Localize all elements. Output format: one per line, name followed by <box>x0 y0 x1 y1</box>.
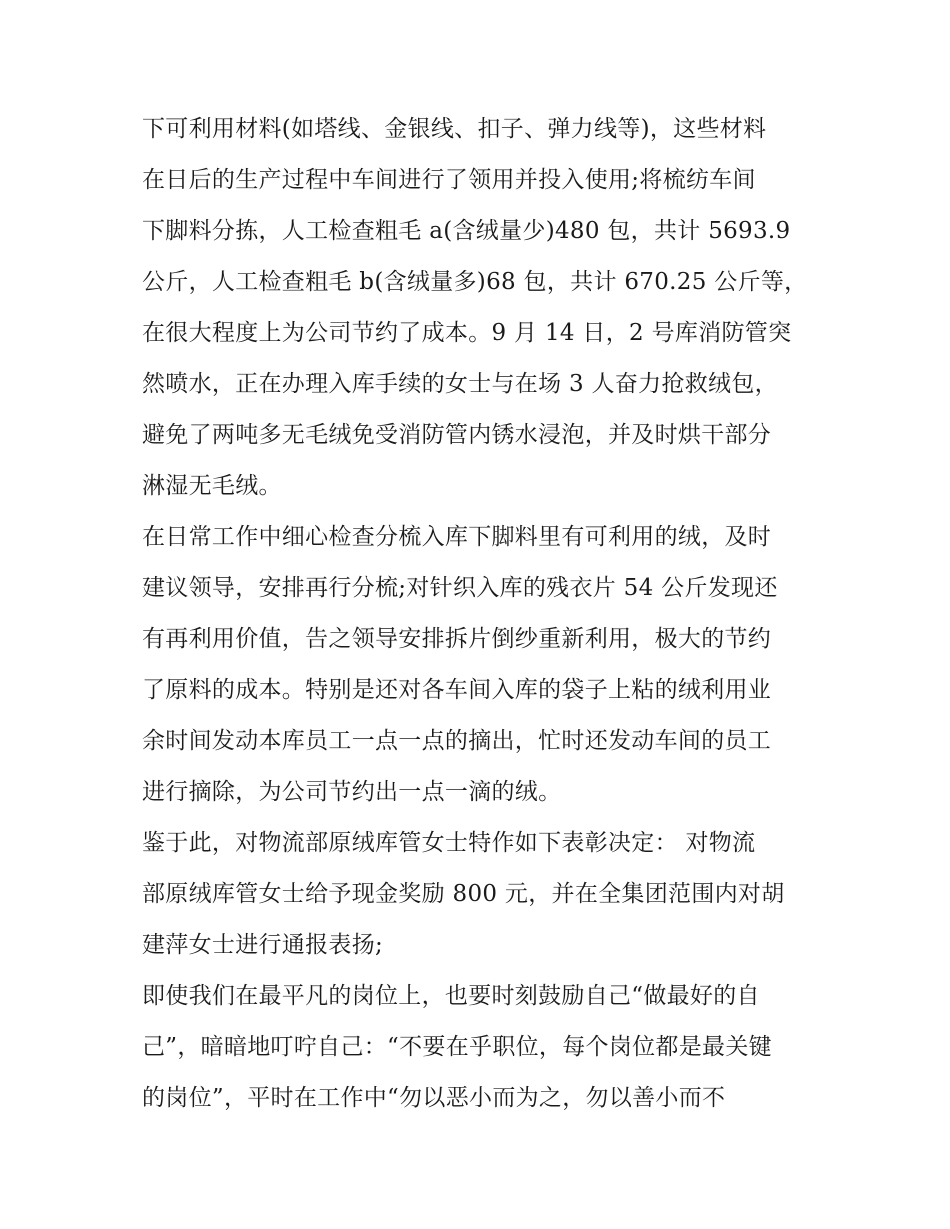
text-line: 部原绒库管女士给予现金奖励 800 元，并在全集团范围内对胡 <box>142 881 785 907</box>
text-line: 余时间发动本库员工一点一点的摘出，忙时还发动车间的员工 <box>142 728 772 754</box>
document-body <box>142 104 822 1124</box>
text-line: 进行摘除，为公司节约出一点一滴的绒。 <box>142 779 562 805</box>
text-line: 了原料的成本。特别是还对各车间入库的袋子上粘的绒利用业 <box>142 677 772 703</box>
text-line: 淋湿无毛绒。 <box>142 473 282 499</box>
text-line: 避免了两吨多无毛绒免受消防管内锈水浸泡，并及时烘干部分 <box>142 422 772 448</box>
text-line: 公斤，人工检查粗毛 b(含绒量多)68 包，共计 670.25 公斤等， <box>142 269 808 295</box>
text-line: 即使我们在最平凡的岗位上，也要时刻鼓励自己“做最好的自 <box>142 983 760 1009</box>
text-line: 有再利用价值，告之领导安排拆片倒纱重新利用，极大的节约 <box>142 626 772 652</box>
text-line: 建萍女士进行通报表扬; <box>142 932 384 958</box>
text-line: 建议领导，安排再行分梳;对针织入库的残衣片 54 公斤发现还 <box>142 575 778 601</box>
text-line: 在日常工作中细心检查分梳入库下脚料里有可利用的绒，及时 <box>142 524 772 550</box>
text-line: 鉴于此，对物流部原绒库管女士特作如下表彰决定： 对物流 <box>142 830 756 856</box>
text-line: 在日后的生产过程中车间进行了领用并投入使用;将梳纺车间 <box>142 167 756 193</box>
text-line: 在很大程度上为公司节约了成本。9 月 14 日，2 号库消防管突 <box>142 320 792 346</box>
text-line: 下可利用材料(如塔线、金银线、扣子、弹力线等)，这些材料 <box>142 116 767 142</box>
text-line: 下脚料分拣，人工检查粗毛 a(含绒量少)480 包，共计 5693.9 <box>142 218 791 244</box>
text-line: 然喷水，正在办理入库手续的女士与在场 3 人奋力抢救绒包， <box>142 371 778 397</box>
text-line: 己”，暗暗地叮咛自己：“不要在乎职位，每个岗位都是最关键 <box>142 1034 772 1060</box>
text-line: 的岗位”，平时在工作中“勿以恶小而为之，勿以善小而不 <box>142 1085 726 1111</box>
